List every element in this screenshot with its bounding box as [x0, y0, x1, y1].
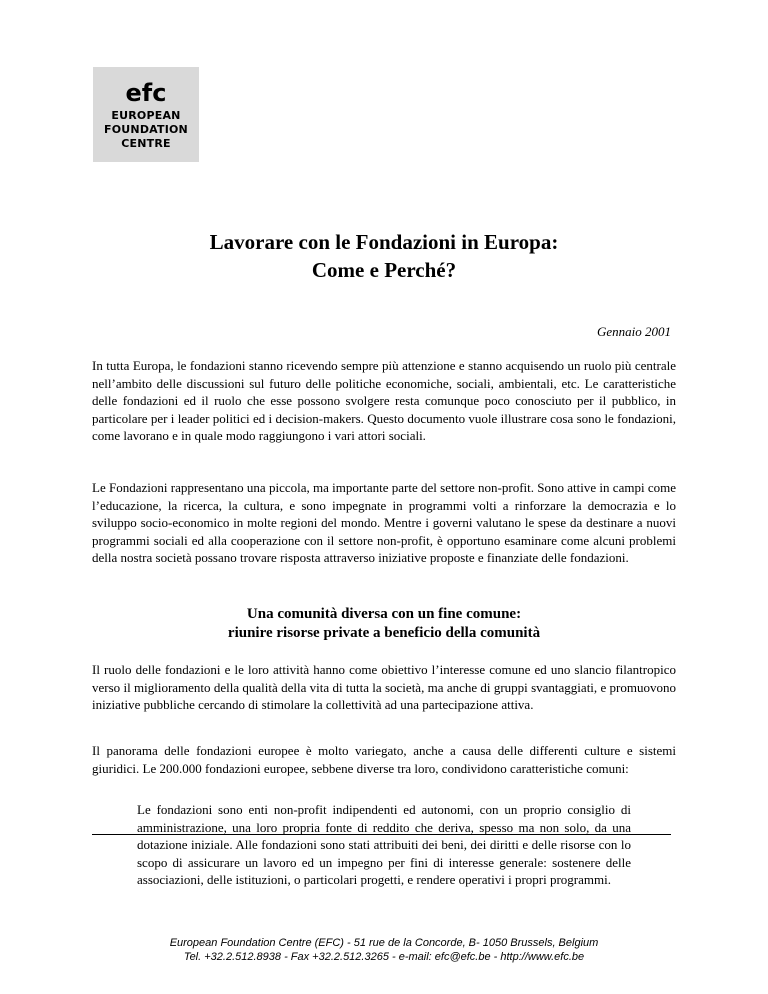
footer-address: European Foundation Centre (EFC) - 51 rue de la Concorde, B- 1050 Brussels, Belgium	[169, 937, 599, 949]
title-line-1: Lavorare con le Fondazioni in Europa:	[209, 230, 559, 254]
document-title	[0, 228, 768, 284]
footer-contact: Tel. +32.2.512.8938 - Fax +32.2.512.3265 - e-mail: efc@efc.be - http://www.efc.be	[183, 951, 585, 963]
logo-mark: efc	[125, 79, 167, 107]
paragraph-intro: In tutta Europa, le fondazioni stanno ricevendo sempre più attenzione e stanno acquisendo un ruolo più centrale nell’ambito delle discussioni sul futuro delle politiche economiche, sociali, ambientali, etc. Le caratteristiche delle fondazioni ed il ruolo che esse possono svolgere resta comunque poco conosciuto per il pubblico, in particolare per i leader politici ed i decision-makers. Questo documento vuole illustrare cosa sono le fondazioni, come lavorano e in quale modo raggiungono i vari attori sociali.	[92, 358, 676, 443]
section-heading-line-2: riunire risorse private a beneficio della comunità	[227, 625, 541, 641]
page-footer	[0, 936, 768, 964]
footer-divider	[92, 834, 671, 835]
definition-quote: Le fondazioni sono enti non-profit indipendenti ed autonomi, con un proprio consiglio di amministrazione, una loro propria fonte di reddito che deriva, spesso ma non solo, da una dotazione iniziale. Alle fondazioni sono stati attribuiti dei beni, dei diritti e delle risorse con lo scopo di assicurare un lavoro ed un impegno per fini di interesse generale: sostenere delle associazioni, delle istituzioni, o particolari progetti, e rendere operativi i propri programmi.	[137, 802, 631, 887]
document-date: Gennaio 2001	[596, 324, 671, 339]
paragraph-landscape: Il panorama delle fondazioni europee è molto variegato, anche a causa delle differenti culture e sistemi giuridici. Le 200.000 fondazioni europee, sebbene diverse tra loro, condividono caratteristiche comuni:	[92, 743, 676, 776]
title-line-2: Come e Perché?	[311, 258, 457, 282]
paragraph-nonprofit: Le Fondazioni rappresentano una piccola, ma importante parte del settore non-profit. Sono attive in campi come l’educazione, la ricerca, la cultura, e sono impegnate in programmi volti a rinforzare la democrazia e lo sviluppo socio-economico in molte regioni del mondo. Mentre i governi valutano le spese da destinare a nuovi programmi sociali ed alla cooperazione con il settore non-profit, è opportuno esaminare come alcuni problemi della nostra società possano trovare risposta attraverso iniziative proposte e finanziate delle fondazioni.	[92, 480, 676, 565]
logo-line-foundation: FOUNDATION	[104, 123, 188, 136]
paragraph-role: Il ruolo delle fondazioni e le loro attività hanno come obiettivo l’interesse comune ed uno slancio filantropico verso il miglioramento della qualità della vita di tutta la società, ma anche di gruppi svantaggiati, e promuovono iniziative pubbliche cercando di stimolare la collettività ad una partecipazione attiva.	[92, 662, 676, 712]
section-heading	[0, 605, 768, 643]
logo-line-centre: CENTRE	[121, 137, 171, 150]
logo-line-european: EUROPEAN	[111, 109, 181, 122]
efc-logo	[93, 67, 199, 162]
section-heading-line-1: Una comunità diversa con un fine comune:	[246, 606, 522, 622]
